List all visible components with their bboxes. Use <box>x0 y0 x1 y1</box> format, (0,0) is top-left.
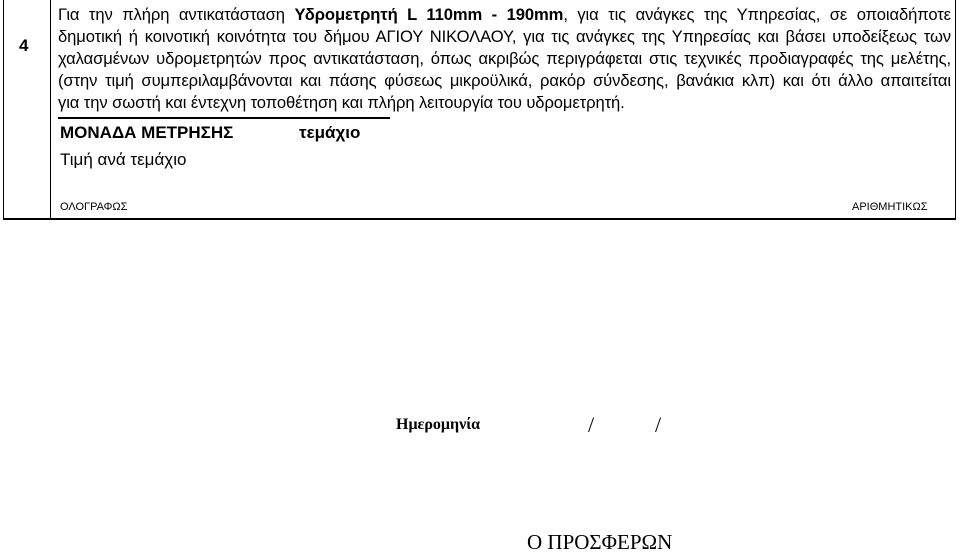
description-line-1 <box>58 4 951 26</box>
unit-value: τεμάχιο <box>299 123 361 142</box>
description-line-1-pre: Για την πλήρη αντικατάσταση <box>58 5 295 24</box>
item-number-cell <box>4 0 51 218</box>
description-line-3: χαλασμένων υδρομετρητών προς αντικατάσταση, όπως ακριβώς περιγράφεται στις τεχνικές προδιαγραφές της μελέτης, <box>58 49 951 68</box>
underline-divider <box>58 117 390 119</box>
description-line-5: για την σωστή και έντεχνη τοποθέτηση και πλήρη λειτουργία του υδρομετρητή. <box>58 93 625 112</box>
price-per-unit-label: Τιμή ανά τεμάχιο <box>60 150 187 169</box>
description-line-2: δημοτική ή κοινοτική κοινότητα του δήμου ΑΓΙΟΥ ΝΙΚΟΛΑΟΥ, για τις ανάγκες της Υπηρεσίας και βάσει υποδείξεως των <box>58 27 951 46</box>
product-name: Υδρομετρητή L 110mm - 190mm <box>294 5 564 24</box>
description-line-4: (στην τιμή συμπεριλαμβάνονται και πάσης φύσεως μικροϋλικά, ρακόρ σύνδεσης, βανάκια κλπ) και ότι άλλο απαιτείται <box>58 71 951 90</box>
amount-in-words-label: ΟΛΟΓΡΑΦΩΣ <box>60 201 128 213</box>
date-label: Ημερομηνία <box>396 416 481 433</box>
item-description <box>58 4 951 114</box>
amount-in-numbers-label: ΑΡΙΘΜΗΤΙΚΩΣ <box>852 201 928 213</box>
item-number: 4 <box>19 36 29 55</box>
unit-label: ΜΟΝΑΔΑ ΜΕΤΡΗΣΗΣ <box>60 123 234 142</box>
description-line-1-post: , για τις ανάγκες της Υπηρεσίας, σε οποιαδήποτε <box>563 5 951 24</box>
date-separator-1: / <box>588 412 595 437</box>
date-separator-2: / <box>655 412 662 437</box>
bidder-signature-label: Ο ΠΡΟΣΦΕΡΩΝ <box>527 530 673 554</box>
